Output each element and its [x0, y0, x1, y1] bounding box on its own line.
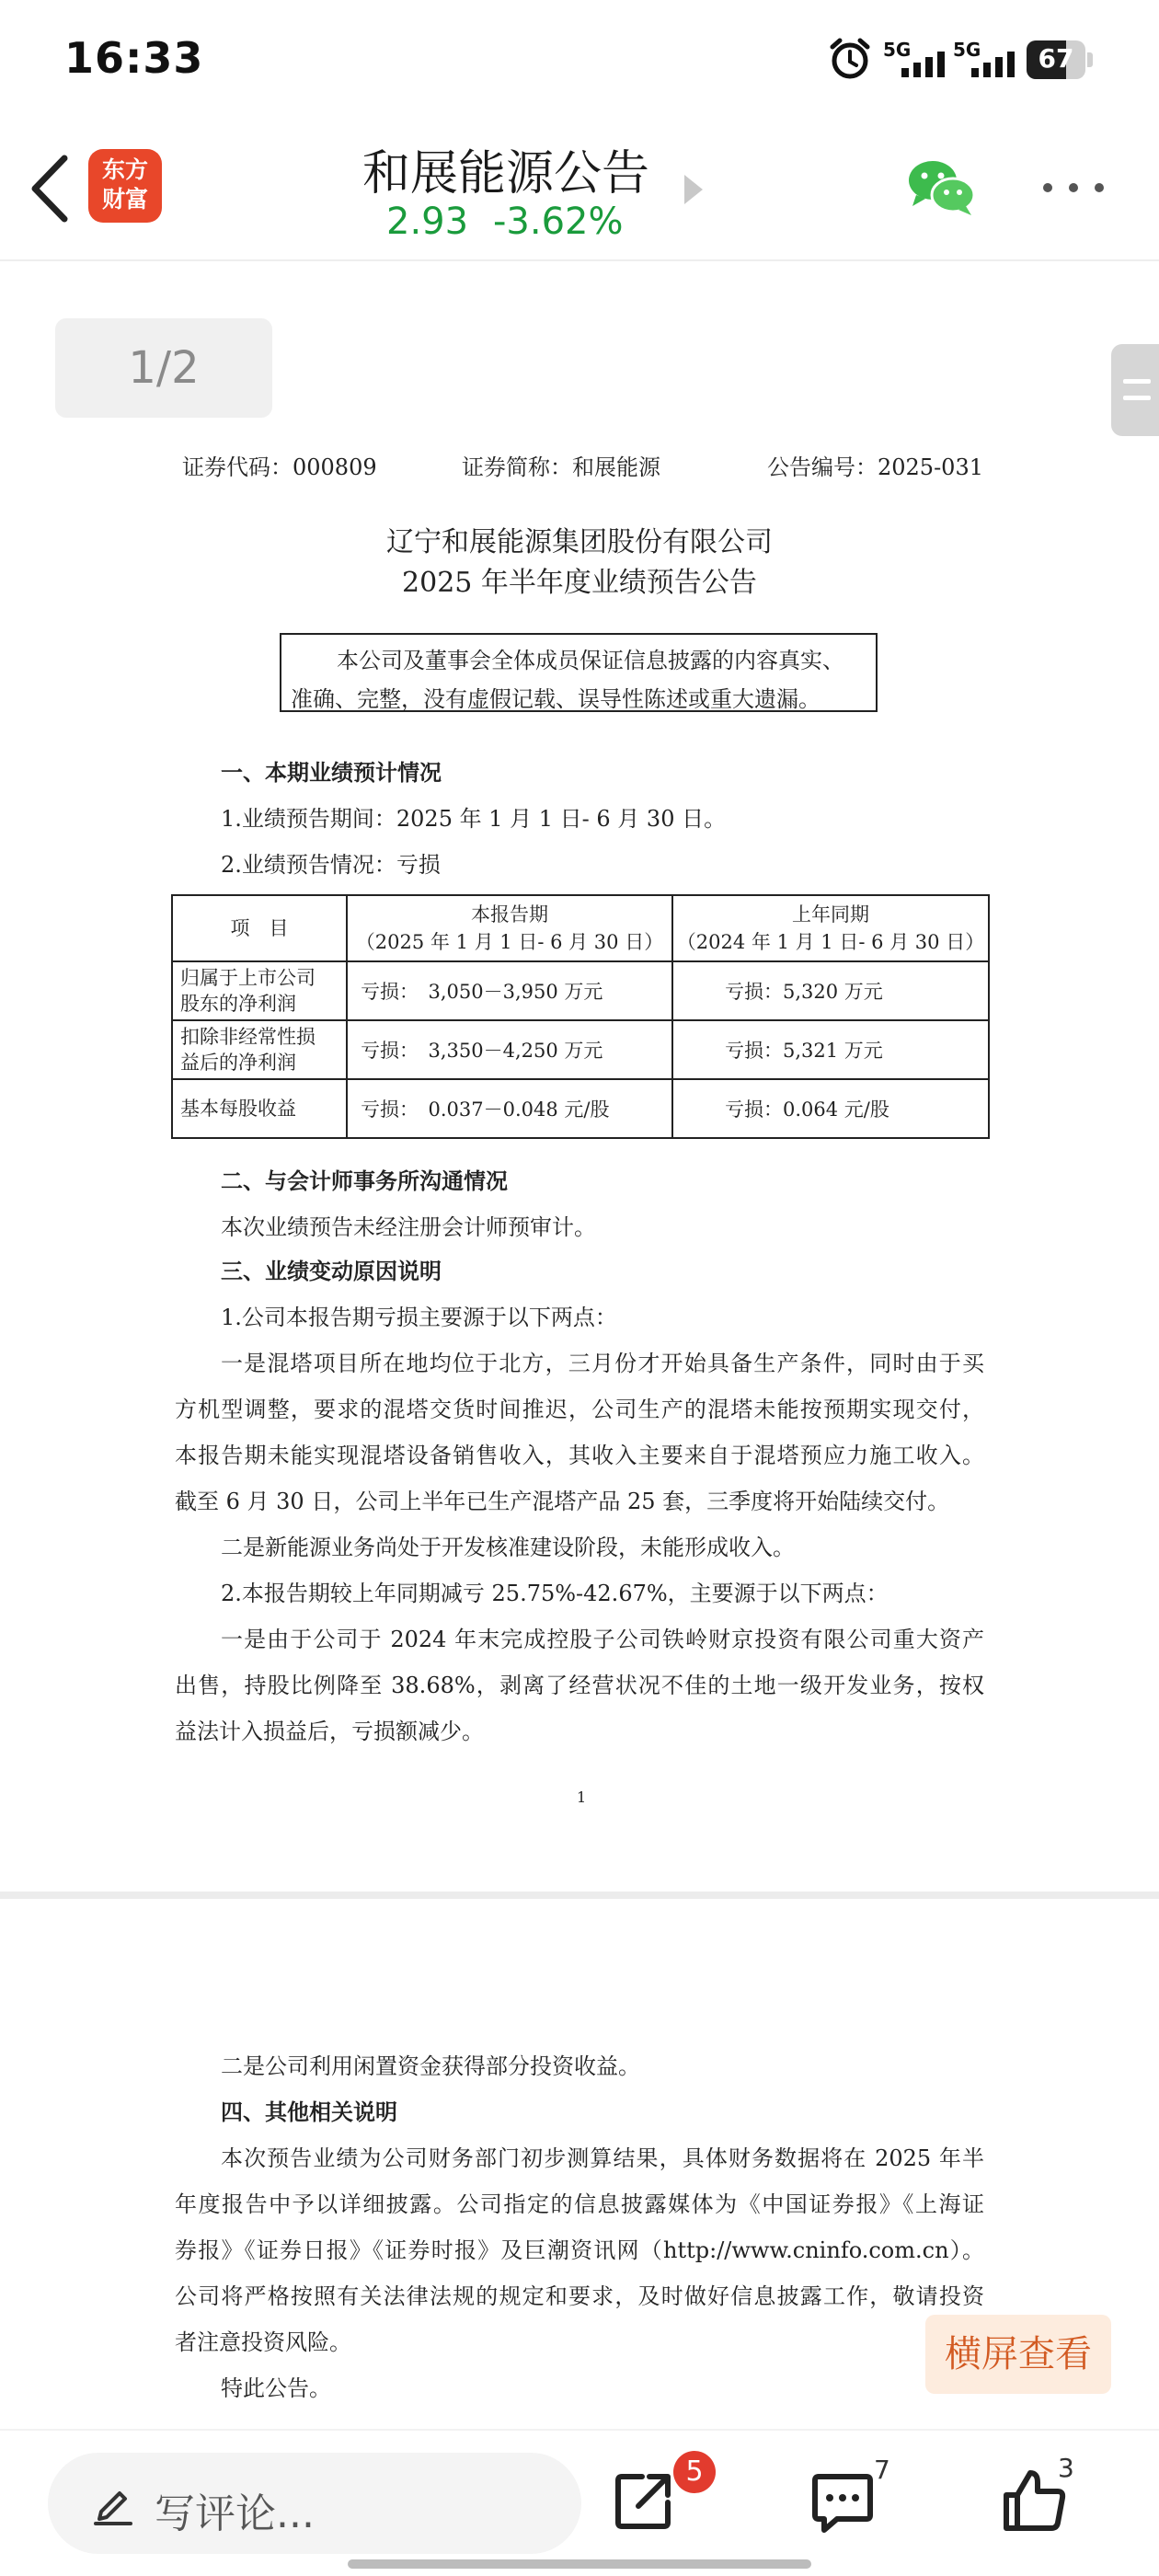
comment-placeholder: 写评论... [155, 2490, 315, 2537]
page-indicator: 1/2 [55, 318, 272, 418]
section-heading: 一、本期业绩预计情况 [221, 760, 442, 786]
declaration-line: 本公司及董事会全体成员保证信息披露的内容真实、 [337, 648, 844, 673]
paragraph-line: 公司将严格按照有关法律法规的规定和要求，及时做好信息披露工作，敬请投资 [175, 2283, 984, 2309]
bottom-bar-divider [0, 2429, 1159, 2431]
table-cell: 扣除非经常性损 益后的净利润 [172, 1020, 347, 1079]
document-subtitle: 2025 年半年度业绩预告公告 [402, 567, 757, 599]
side-drawer-handle[interactable] [1111, 344, 1159, 436]
status-time: 16:33 [64, 33, 204, 83]
landscape-view-button[interactable]: 横屏查看 [925, 2315, 1111, 2394]
paragraph-line: 2.本报告期较上年同期减亏 25.75%-42.67%，主要源于以下两点： [221, 1581, 889, 1606]
table-row [172, 961, 989, 1020]
section-heading: 三、业绩变动原因说明 [221, 1259, 442, 1284]
paragraph-line: 本报告期未能实现混塔设备销售收入，其收入主要来自于混塔预应力施工收入。 [175, 1443, 984, 1468]
paragraph-line: 年度报告中予以详细披露。公司指定的信息披露媒体为《中国证券报》《上海证 [175, 2191, 984, 2217]
table-cell: 亏损：5,321 万元 [672, 1020, 989, 1079]
table-header-row [172, 895, 989, 961]
performance-forecast-table [171, 894, 990, 1139]
document-title: 辽宁和展能源集团股份有限公司 [386, 526, 773, 558]
table-cell: 基本每股收益 [172, 1079, 347, 1138]
app-logo-line1: 东方 [101, 156, 148, 183]
app-logo[interactable] [88, 149, 162, 223]
table-header-cell: 项 目 [172, 895, 347, 961]
paragraph-line: 1.公司本报告期亏损主要源于以下两点： [221, 1305, 617, 1330]
table-cell: 亏损：5,320 万元 [672, 961, 989, 1020]
closing-text: 特此公告。 [221, 2375, 331, 2401]
paragraph-line: 益法计入损益后，亏损额减少。 [175, 1719, 484, 1744]
page-number: 1 [577, 1788, 587, 1806]
security-code: 证券代码：000809 [182, 454, 377, 480]
paragraph-line: 者注意投资风险。 [175, 2329, 351, 2355]
paragraph-line: 方机型调整，要求的混塔交货时间推迟，公司生产的混塔未能按预期实现交付， [175, 1397, 984, 1422]
comments-count: 7 [874, 2455, 890, 2485]
paragraph-line: 出售，持股比例降至 38.68%，剥离了经营状况不佳的土地一级开发业务，按权 [175, 1673, 984, 1698]
paragraph-line: 1.业绩预告期间：2025 年 1 月 1 日- 6 月 30 日。 [221, 806, 727, 832]
table-header-cell: 本报告期 （2025 年 1 月 1 日- 6 月 30 日） [347, 895, 672, 961]
more-options-button[interactable] [1041, 180, 1106, 195]
signal-5g-icon-1 [883, 39, 955, 81]
share-count-badge: 5 [673, 2451, 716, 2493]
paragraph-line: 券报》《证券日报》《证券时报》及巨潮资讯网（http://www.cninfo.com.cn）。 [175, 2237, 984, 2263]
comments-icon[interactable] [809, 2469, 876, 2536]
paragraph-line: 二是公司利用闲置资金获得部分投资收益。 [221, 2053, 640, 2079]
table-cell: 亏损： 3,350－4,250 万元 [347, 1020, 672, 1079]
notice-number: 公告编号：2025-031 [767, 454, 983, 480]
page-title[interactable]: 和展能源公告 [361, 146, 649, 201]
security-short-name: 证券简称：和展能源 [462, 454, 660, 480]
paragraph-line: 本次业绩预告未经注册会计师预审计。 [221, 1214, 596, 1240]
wechat-share-icon[interactable] [907, 158, 977, 217]
declaration-line: 准确、完整，没有虚假记载、误导性陈述或重大遗漏。 [291, 686, 820, 712]
battery-percent: 67 [1038, 43, 1074, 74]
table-cell: 亏损：0.064 元/股 [672, 1079, 989, 1138]
section-heading: 二、与会计师事务所沟通情况 [221, 1168, 508, 1194]
section-heading: 四、其他相关说明 [221, 2099, 397, 2125]
pen-icon [90, 2480, 136, 2526]
header-divider [0, 259, 1159, 261]
alarm-icon [828, 37, 872, 81]
paragraph-line: 一是混塔项目所在地均位于北方，三月份才开始具备生产条件，同时由于买 [221, 1351, 984, 1376]
share-icon[interactable] [611, 2467, 677, 2534]
table-cell: 亏损： 3,050－3,950 万元 [347, 961, 672, 1020]
table-cell: 归属于上市公司 股东的净利润 [172, 961, 347, 1020]
title-arrow-icon[interactable] [684, 175, 703, 204]
back-button[interactable] [18, 147, 83, 230]
stock-change: -3.62% [493, 201, 624, 243]
paragraph-line: 截至 6 月 30 日，公司上半年已生产混塔产品 25 套，三季度将开始陆续交付。 [175, 1489, 950, 1514]
table-header-cell: 上年同期 （2024 年 1 月 1 日- 6 月 30 日） [672, 895, 989, 961]
app-logo-line2: 财富 [101, 186, 148, 213]
table-row [172, 1020, 989, 1079]
likes-count: 3 [1058, 2453, 1074, 2483]
table-row [172, 1079, 989, 1138]
paragraph-line: 二是新能源业务尚处于开发核准建设阶段，未能形成收入。 [221, 1535, 795, 1560]
battery-icon [1027, 40, 1093, 79]
table-cell: 亏损： 0.037－0.048 元/股 [347, 1079, 672, 1138]
signal-label: 5G [953, 39, 981, 61]
signal-5g-icon-2 [953, 39, 1025, 81]
signal-label: 5G [883, 39, 912, 61]
home-indicator[interactable] [348, 2559, 811, 2569]
paragraph-line: 一是由于公司于 2024 年末完成控股子公司铁岭财京投资有限公司重大资产 [221, 1627, 984, 1652]
paragraph-line: 2.业绩预告情况：亏损 [221, 852, 441, 878]
paragraph-line: 本次预告业绩为公司财务部门初步测算结果，具体财务数据将在 2025 年半 [221, 2145, 984, 2171]
comment-input[interactable] [48, 2453, 581, 2554]
stock-price: 2.93 [386, 201, 469, 243]
page-separator [0, 1892, 1159, 1899]
